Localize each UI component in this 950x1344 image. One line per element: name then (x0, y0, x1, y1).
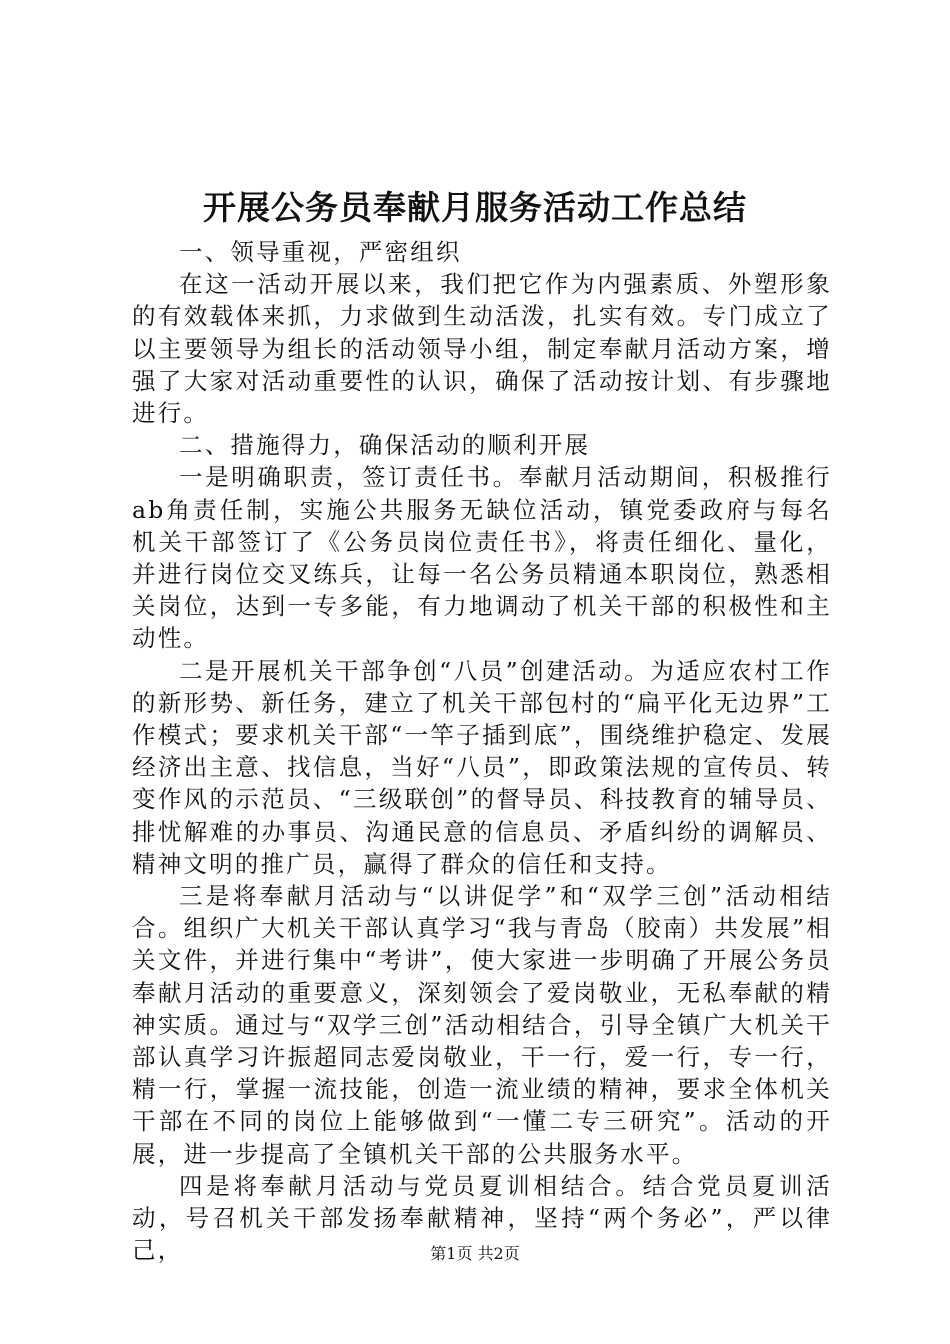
paragraph: 三是将奉献月活动与“以讲促学”和“双学三创”活动相结合。组织广大机关干部认真学习“我与青岛（胶南）共发展”相关文件，并进行集中“考讲”，使大家进一步明确了开展公务员奉献月活动的重要意义，深刻领会了爱岗敬业，无私奉献的精神实质。通过与“双学三创”活动相结合，引导全镇广大机关干部认真学习许振超同志爱岗敬业，干一行，爱一行，专一行，精一行，掌握一流技能，创造一流业绩的精神，要求全体机关干部在不同的岗位上能够做到“一懂二专三研究”。活动的开展，进一步提高了全镇机关干部的公共服务水平。 (132, 882, 832, 1168)
paragraph: 二是开展机关干部争创“八员”创建活动。为适应农村工作的新形势、新任务，建立了机关干部包村的“扁平化无边界”工作模式；要求机关干部“一竿子插到底”，围绕维护稳定、发展经济出主意、找信息，当好“八员”，即政策法规的宣传员、转变作风的示范员、“三级联创”的督导员、科技教育的辅导员、排忧解难的办事员、沟通民意的信息员、矛盾纠纷的调解员、精神文明的推广员，赢得了群众的信任和支持。 (132, 656, 832, 878)
page-number: 第1页 共2页 (430, 1244, 520, 1263)
section-heading-2: 二、措施得力，确保活动的顺利开展 (179, 431, 591, 460)
paragraph: 一是明确职责，签订责任书。奉献月活动期间，积极推行ab角责任制，实施公共服务无缺位活动，镇党委政府与每名机关干部签订了《公务员岗位责任书》，将责任细化、量化，并进行岗位交叉练兵，让每一名公务员精通本职岗位，熟悉相关岗位，达到一专多能，有力地调动了机关干部的积极性和主动性。 (132, 463, 832, 653)
paragraph: 四是将奉献月活动与党员夏训相结合。结合党员夏训活动，号召机关干部发扬奉献精神，坚持“两个务必”，严以律己， (132, 1171, 832, 1265)
document-body (132, 236, 832, 1267)
section-heading-1: 一、领导重视，严密组织 (179, 238, 462, 266)
document-title: 开展公务员奉献月服务活动工作总结 (203, 188, 747, 227)
paragraph: 在这一活动开展以来，我们把它作为内强素质、外塑形象的有效载体来抓，力求做到生动活泼，扎实有效。专门成立了以主要领导为组长的活动领导小组，制定奉献月活动方案，增强了大家对活动重要性的认识，确保了活动按计划、有步骤地进行。 (132, 270, 832, 428)
